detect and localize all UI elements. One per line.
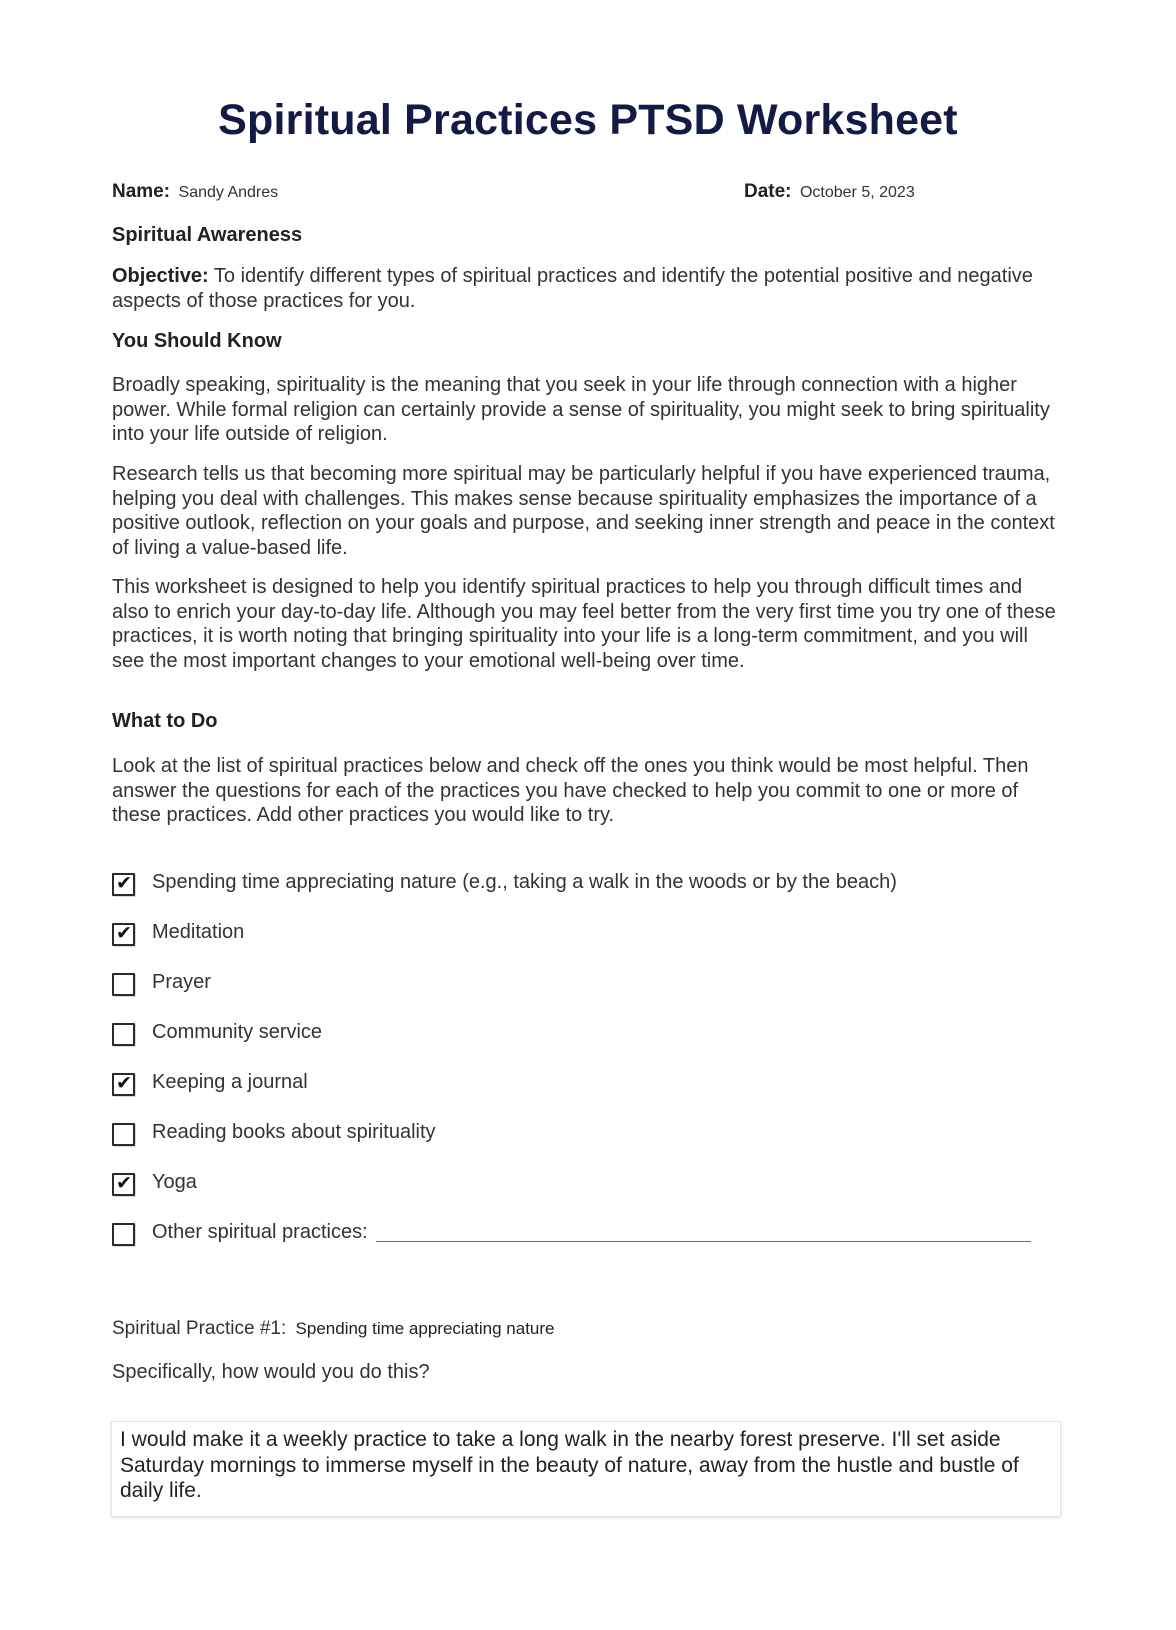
checkbox-unchecked[interactable]: [112, 1023, 135, 1046]
checklist-label: [152, 1220, 1031, 1244]
checklist-item-reading-books[interactable]: [112, 1120, 1072, 1170]
checkbox-checked[interactable]: [112, 1173, 135, 1196]
objective-label: Objective:: [112, 265, 209, 287]
checklist-label: Meditation: [152, 921, 245, 943]
checkbox-checked[interactable]: [112, 1073, 135, 1096]
spiritual-practice-1-value[interactable]: Spending time appreciating nature: [295, 1319, 555, 1338]
spiritual-practice-1-label: Spiritual Practice #1:: [112, 1318, 287, 1339]
checklist-item-community-service[interactable]: [112, 1020, 1072, 1070]
checkmark-icon: ✔: [116, 1172, 132, 1194]
checklist-item-journal[interactable]: [112, 1070, 1072, 1120]
checklist-label: Prayer: [152, 971, 211, 993]
checkbox-unchecked[interactable]: [112, 973, 135, 996]
checklist-item-yoga[interactable]: [112, 1170, 1072, 1220]
checklist-label: Yoga: [152, 1171, 197, 1193]
other-practices-input-line[interactable]: [376, 1240, 1031, 1242]
objective-paragraph: [112, 264, 1057, 313]
paragraph-research: Research tells us that becoming more spiritual may be particularly helpful if you have experienced trauma, helping you deal with challenges. This makes sense because spirituality emphasizes the importance of a positive outlook, reflection on your goals and purpose, and seeking inner strength and peace in the context of living a value-based life.: [112, 463, 1055, 559]
other-practices-label: Other spiritual practices:: [152, 1221, 368, 1243]
you-should-know-heading: You Should Know: [112, 330, 282, 352]
name-date-row: [112, 181, 1062, 209]
checklist-item-other[interactable]: [112, 1220, 1072, 1270]
what-to-do-instructions: Look at the list of spiritual practices below and check off the ones you think would be most helpful. Then answer the questions for each of the practices you have checked to help you commit to one or more of these practices. Add other practices you would like to try.: [112, 755, 1029, 826]
checkbox-checked[interactable]: [112, 923, 135, 946]
checklist-item-meditation[interactable]: [112, 920, 1072, 970]
date-field[interactable]: [744, 181, 915, 203]
checklist-item-nature[interactable]: [112, 870, 1072, 920]
paragraph-spirituality-definition: Broadly speaking, spirituality is the meaning that you seek in your life through connection with a higher power. While formal religion can certainly provide a sense of spirituality, you might seek to bring spirituality into your life outside of religion.: [112, 374, 1050, 445]
page-title: Spiritual Practices PTSD Worksheet: [218, 96, 958, 144]
date-label: Date:: [744, 181, 792, 202]
checkbox-unchecked[interactable]: [112, 1123, 135, 1146]
checklist-label: Reading books about spirituality: [152, 1121, 436, 1143]
checklist-label: Keeping a journal: [152, 1071, 308, 1093]
spiritual-practice-1-field: [112, 1318, 554, 1340]
how-would-you-do-this-question: Specifically, how would you do this?: [112, 1361, 430, 1383]
name-value: Sandy Andres: [178, 184, 279, 201]
name-label: Name:: [112, 181, 171, 202]
checklist-label: Spending time appreciating nature (e.g., taking a walk in the woods or by the beach): [152, 871, 897, 893]
date-value: October 5, 2023: [799, 184, 915, 201]
checkmark-icon: ✔: [116, 872, 132, 894]
practice-1-answer-box[interactable]: I would make it a weekly practice to take a long walk in the nearby forest preserve. I'll set aside Saturday mornings to immerse myself in the beauty of nature, away from the hustle and bustle of daily life.: [111, 1421, 1061, 1517]
checkmark-icon: ✔: [116, 1072, 132, 1094]
what-to-do-heading: What to Do: [112, 710, 218, 732]
checkmark-icon: ✔: [116, 922, 132, 944]
paragraph-worksheet-purpose: This worksheet is designed to help you identify spiritual practices to help you through difficult times and also to enrich your day-to-day life. Although you may feel better from the very first time you try one of these practices, it is worth noting that bringing spirituality into your life is a long-term commitment, and you will see the most important changes to your emotional well-being over time.: [112, 576, 1056, 672]
name-field[interactable]: [112, 181, 278, 203]
objective-text: To identify different types of spiritual practices and identify the potential positive and negative aspects of those practices for you.: [112, 265, 1033, 312]
checkbox-checked[interactable]: [112, 873, 135, 896]
checkbox-unchecked[interactable]: [112, 1223, 135, 1246]
checklist-item-prayer[interactable]: [112, 970, 1072, 1020]
checklist-label: Community service: [152, 1021, 323, 1043]
practices-checklist: [112, 870, 1072, 1270]
section-title: Spiritual Awareness: [112, 224, 303, 246]
